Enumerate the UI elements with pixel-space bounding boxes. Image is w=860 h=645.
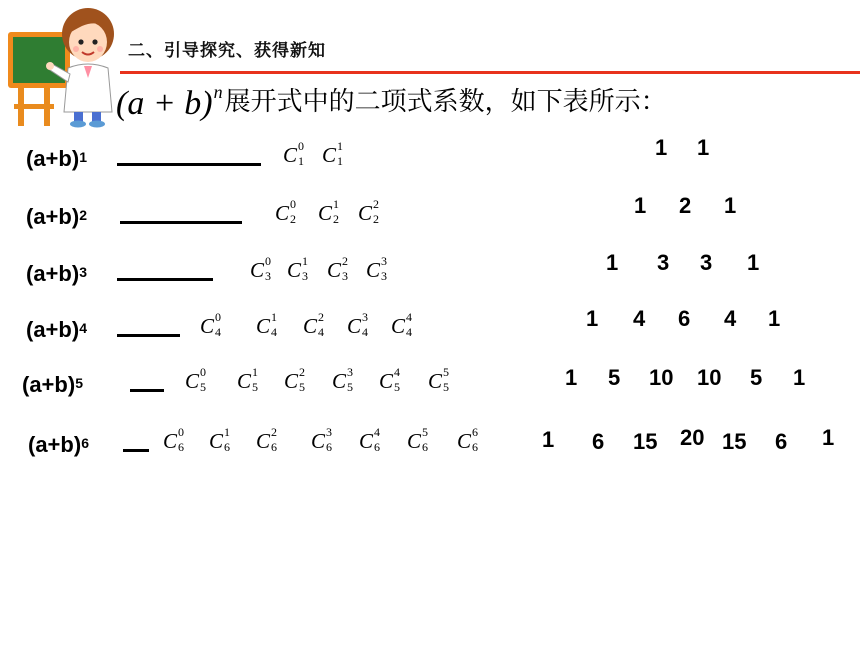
connector-line bbox=[120, 221, 242, 224]
expression-power: 2 bbox=[79, 207, 87, 223]
combination-superscript: 5 bbox=[422, 425, 428, 439]
combination-letter: C bbox=[283, 143, 298, 167]
binomial-coefficient: 2 bbox=[679, 193, 692, 218]
expression-power: 5 bbox=[75, 375, 83, 391]
combination-subscript: 1 bbox=[298, 154, 304, 168]
combination-letter: C bbox=[256, 314, 271, 338]
combination-superscript: 3 bbox=[381, 254, 387, 268]
combination-letter: C bbox=[332, 369, 347, 393]
combination-superscript: 1 bbox=[224, 425, 230, 439]
combination-superscript: 2 bbox=[373, 197, 379, 211]
connector-line bbox=[123, 449, 149, 452]
combination-letter: C bbox=[287, 258, 302, 282]
combination-superscript: 1 bbox=[337, 139, 343, 153]
combination-letter: C bbox=[391, 314, 406, 338]
combination-superscript: 4 bbox=[374, 425, 380, 439]
combination-term bbox=[347, 310, 368, 339]
combination-superscript: 0 bbox=[298, 139, 304, 153]
combination-subscript: 6 bbox=[326, 440, 332, 454]
combination-letter: C bbox=[379, 369, 394, 393]
combination-letter: C bbox=[366, 258, 381, 282]
binomial-coefficient: 1 bbox=[542, 427, 555, 452]
teacher-at-chalkboard-icon bbox=[4, 4, 122, 128]
combination-superscript: 0 bbox=[290, 197, 296, 211]
combination-superscript: 0 bbox=[200, 365, 206, 379]
combination-letter: C bbox=[327, 258, 342, 282]
binomial-coefficient: 1 bbox=[655, 135, 668, 160]
combination-subscript: 2 bbox=[373, 212, 379, 226]
expansion-power-label bbox=[22, 372, 83, 398]
combination-subscript: 5 bbox=[347, 380, 353, 394]
combination-subscript: 5 bbox=[394, 380, 400, 394]
binomial-coefficient: 15 bbox=[722, 429, 747, 454]
binomial-coefficient: 10 bbox=[649, 365, 674, 390]
combination-letter: C bbox=[407, 429, 422, 453]
combination-letter: C bbox=[250, 258, 265, 282]
combination-letter: C bbox=[256, 429, 271, 453]
binomial-coefficient: 1 bbox=[697, 135, 710, 160]
combination-subscript: 4 bbox=[318, 325, 324, 339]
accent-bar bbox=[120, 71, 860, 74]
binomial-exponent: n bbox=[213, 82, 223, 102]
combination-term bbox=[366, 254, 387, 283]
expression-base: (a+b) bbox=[22, 372, 76, 397]
expansion-power-label bbox=[26, 317, 87, 343]
combination-superscript: 0 bbox=[215, 310, 221, 324]
combination-superscript: 3 bbox=[326, 425, 332, 439]
combination-term bbox=[250, 254, 271, 283]
combination-letter: C bbox=[359, 429, 374, 453]
combination-term bbox=[428, 365, 449, 394]
binomial-coefficient: 5 bbox=[750, 365, 763, 390]
combination-subscript: 6 bbox=[422, 440, 428, 454]
combination-term bbox=[457, 425, 478, 454]
combination-term bbox=[358, 197, 379, 226]
combination-subscript: 6 bbox=[224, 440, 230, 454]
combination-subscript: 2 bbox=[290, 212, 296, 226]
combination-subscript: 5 bbox=[299, 380, 305, 394]
combination-superscript: 1 bbox=[252, 365, 258, 379]
binomial-expression: (a + b) bbox=[116, 85, 213, 122]
combination-term bbox=[407, 425, 428, 454]
binomial-coefficient: 1 bbox=[768, 306, 781, 331]
combination-letter: C bbox=[347, 314, 362, 338]
binomial-coefficient: 6 bbox=[678, 306, 691, 331]
combination-superscript: 3 bbox=[347, 365, 353, 379]
binomial-coefficient: 1 bbox=[586, 306, 599, 331]
expression-base: (a+b) bbox=[28, 432, 82, 457]
combination-superscript: 1 bbox=[333, 197, 339, 211]
expansion-power-label bbox=[26, 146, 87, 172]
combination-letter: C bbox=[457, 429, 472, 453]
combination-letter: C bbox=[275, 201, 290, 225]
combination-term bbox=[256, 425, 277, 454]
binomial-coefficient: 5 bbox=[608, 365, 621, 390]
combination-superscript: 2 bbox=[271, 425, 277, 439]
combination-superscript: 0 bbox=[178, 425, 184, 439]
combination-term bbox=[322, 139, 343, 168]
combination-subscript: 5 bbox=[443, 380, 449, 394]
combination-subscript: 4 bbox=[362, 325, 368, 339]
combination-letter: C bbox=[237, 369, 252, 393]
combination-letter: C bbox=[284, 369, 299, 393]
combination-term bbox=[185, 365, 206, 394]
expression-base: (a+b) bbox=[26, 261, 80, 286]
combination-subscript: 5 bbox=[200, 380, 206, 394]
combination-term bbox=[237, 365, 258, 394]
expression-power: 6 bbox=[81, 435, 89, 451]
binomial-coefficient: 4 bbox=[724, 306, 737, 331]
combination-term bbox=[391, 310, 412, 339]
combination-subscript: 6 bbox=[374, 440, 380, 454]
expression-power: 1 bbox=[79, 149, 87, 165]
combination-term bbox=[256, 310, 277, 339]
expression-power: 4 bbox=[79, 320, 87, 336]
intro-text: 展开式中的二项式系数，如下表所示： bbox=[224, 87, 667, 117]
combination-term bbox=[332, 365, 353, 394]
section-title: 二、引导探究、获得新知 bbox=[128, 41, 326, 61]
combination-letter: C bbox=[200, 314, 215, 338]
binomial-coefficient: 1 bbox=[606, 250, 619, 275]
combination-letter: C bbox=[303, 314, 318, 338]
combination-term bbox=[303, 310, 324, 339]
combination-superscript: 1 bbox=[271, 310, 277, 324]
intro-line bbox=[116, 82, 667, 126]
combination-subscript: 6 bbox=[271, 440, 277, 454]
combination-subscript: 1 bbox=[337, 154, 343, 168]
combination-subscript: 5 bbox=[252, 380, 258, 394]
combination-term bbox=[379, 365, 400, 394]
binomial-coefficient: 10 bbox=[697, 365, 722, 390]
combination-superscript: 4 bbox=[406, 310, 412, 324]
combination-subscript: 3 bbox=[342, 269, 348, 283]
combination-term bbox=[209, 425, 230, 454]
combination-term bbox=[284, 365, 305, 394]
combination-letter: C bbox=[311, 429, 326, 453]
combination-subscript: 4 bbox=[215, 325, 221, 339]
binomial-coefficient: 15 bbox=[633, 429, 658, 454]
expansion-power-label bbox=[26, 261, 87, 287]
connector-line bbox=[117, 163, 261, 166]
expression-base: (a+b) bbox=[26, 146, 80, 171]
expression-base: (a+b) bbox=[26, 317, 80, 342]
combination-term bbox=[311, 425, 332, 454]
binomial-coefficient: 1 bbox=[747, 250, 760, 275]
expression-power: 3 bbox=[79, 264, 87, 280]
binomial-coefficient: 3 bbox=[700, 250, 713, 275]
combination-term bbox=[287, 254, 308, 283]
connector-line bbox=[117, 278, 213, 281]
combination-subscript: 6 bbox=[178, 440, 184, 454]
binomial-coefficient: 1 bbox=[793, 365, 806, 390]
combination-letter: C bbox=[358, 201, 373, 225]
combination-superscript: 2 bbox=[342, 254, 348, 268]
combination-superscript: 3 bbox=[362, 310, 368, 324]
expansion-power-label bbox=[28, 432, 89, 458]
combination-letter: C bbox=[209, 429, 224, 453]
combination-subscript: 3 bbox=[381, 269, 387, 283]
combination-letter: C bbox=[185, 369, 200, 393]
combination-subscript: 4 bbox=[406, 325, 412, 339]
combination-superscript: 5 bbox=[443, 365, 449, 379]
combination-term bbox=[163, 425, 184, 454]
combination-superscript: 2 bbox=[318, 310, 324, 324]
combination-subscript: 6 bbox=[472, 440, 478, 454]
binomial-coefficient: 3 bbox=[657, 250, 670, 275]
combination-subscript: 3 bbox=[302, 269, 308, 283]
binomial-coefficient: 1 bbox=[634, 193, 647, 218]
combination-term bbox=[283, 139, 304, 168]
expression-base: (a+b) bbox=[26, 204, 80, 229]
binomial-coefficient: 4 bbox=[633, 306, 646, 331]
combination-term bbox=[359, 425, 380, 454]
binomial-coefficient: 6 bbox=[775, 429, 788, 454]
combination-letter: C bbox=[163, 429, 178, 453]
binomial-coefficient: 20 bbox=[680, 425, 705, 450]
binomial-coefficient: 1 bbox=[565, 365, 578, 390]
combination-term bbox=[318, 197, 339, 226]
combination-subscript: 2 bbox=[333, 212, 339, 226]
connector-line bbox=[117, 334, 180, 337]
binomial-coefficient: 6 bbox=[592, 429, 605, 454]
connector-line bbox=[130, 389, 164, 392]
combination-superscript: 4 bbox=[394, 365, 400, 379]
combination-subscript: 4 bbox=[271, 325, 277, 339]
combination-term bbox=[327, 254, 348, 283]
binomial-coefficient: 1 bbox=[724, 193, 737, 218]
combination-term bbox=[200, 310, 221, 339]
combination-superscript: 0 bbox=[265, 254, 271, 268]
combination-term bbox=[275, 197, 296, 226]
combination-subscript: 3 bbox=[265, 269, 271, 283]
combination-superscript: 6 bbox=[472, 425, 478, 439]
combination-letter: C bbox=[318, 201, 333, 225]
combination-superscript: 2 bbox=[299, 365, 305, 379]
combination-superscript: 1 bbox=[302, 254, 308, 268]
combination-letter: C bbox=[428, 369, 443, 393]
combination-letter: C bbox=[322, 143, 337, 167]
binomial-coefficient: 1 bbox=[822, 425, 835, 450]
expansion-power-label bbox=[26, 204, 87, 230]
